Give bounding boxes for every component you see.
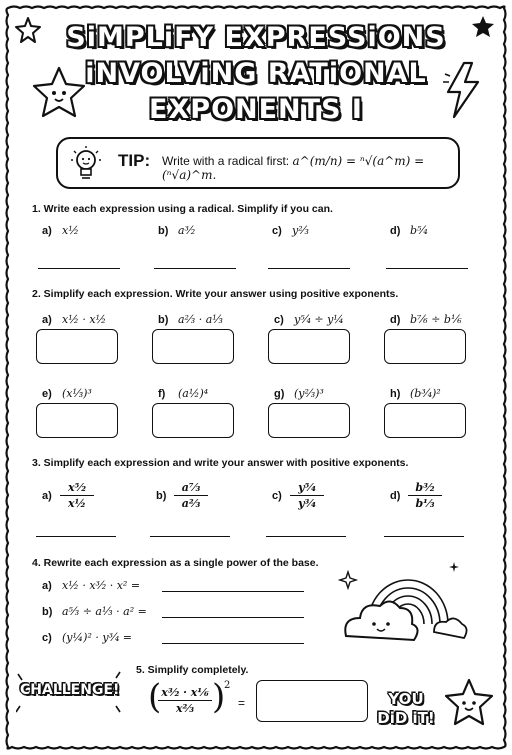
tip-box: [56, 137, 460, 189]
fraction: [290, 480, 324, 511]
item-label: b): [158, 314, 169, 326]
equals-sign: =: [238, 696, 246, 710]
tip-formula: a^(m/n) = ⁿ√(a^m) = (ⁿ√a)^m.: [162, 154, 425, 182]
tip-label: TIP:: [118, 151, 151, 170]
item-label: a): [42, 225, 52, 237]
item-label: c): [42, 632, 52, 644]
answer-box[interactable]: [36, 329, 118, 364]
answer-line[interactable]: [38, 268, 120, 269]
exponent: 2: [224, 680, 231, 691]
item-expression: (y¼)² · y³⁄₄ =: [62, 631, 132, 644]
challenge-badge: CHALLENGE!: [20, 682, 120, 698]
fraction-numerator: a⁷⁄₃: [174, 480, 208, 496]
item-label: d): [390, 314, 401, 326]
worksheet-title-line-3: EXPONENTS I: [149, 94, 363, 125]
item-expression: (y²⁄₃)³: [294, 387, 324, 400]
fraction-denominator: a²⁄₃: [181, 497, 201, 510]
left-parenthesis: (: [148, 677, 162, 717]
fraction-denominator: x²⁄₃: [175, 702, 195, 715]
item-expression: (a½)⁴: [178, 387, 209, 400]
worksheet-title-line-2: iNVOLViNG RATiONAL: [85, 58, 427, 89]
item-expression: a²⁄₃ · a⅓: [178, 313, 223, 326]
item-label: d): [390, 490, 401, 502]
item-label: f): [158, 388, 166, 400]
question-3-heading: 3. Simplify each expression and write your answer with positive exponents.: [32, 457, 409, 469]
answer-line[interactable]: [266, 536, 346, 537]
rainbow-cloud-illustration: [338, 552, 472, 652]
question-4-heading: 4. Rewrite each expression as a single power of the base.: [32, 557, 319, 569]
fraction-denominator: y³⁄₄: [298, 497, 316, 510]
item-label: d): [390, 225, 401, 237]
item-expression: a⁵⁄₃ ÷ a⅓ · a² =: [62, 605, 147, 618]
item-label: b): [158, 225, 169, 237]
question-2-heading: 2. Simplify each expression. Write your answer using positive exponents.: [32, 288, 399, 300]
item-label: e): [42, 388, 52, 400]
item-label: c): [272, 490, 282, 502]
item-expression: (x⅓)³: [62, 387, 92, 400]
item-label: a): [42, 314, 52, 326]
answer-box[interactable]: [36, 403, 118, 438]
item-label: b): [42, 606, 53, 618]
answer-line[interactable]: [150, 536, 230, 537]
answer-line[interactable]: [162, 591, 304, 592]
fraction-numerator: y⁵⁄₄: [290, 480, 324, 496]
answer-box[interactable]: [152, 329, 234, 364]
fraction: [174, 480, 208, 511]
worksheet-title-line-1: SiMPLiFY EXPRESSiONS: [66, 22, 446, 53]
answer-box-question-5[interactable]: [256, 680, 368, 722]
fraction-numerator: x³⁄₂ · x⅙: [158, 685, 212, 701]
tip-instruction: Write with a radical first:: [162, 154, 290, 168]
question-1-heading: 1. Write each expression using a radical. Simplify if you can.: [32, 203, 333, 215]
fraction-numerator: x⁵⁄₂: [60, 480, 94, 496]
item-expression: y⁵⁄₄ ÷ y¼: [294, 313, 344, 326]
fraction: [408, 480, 442, 511]
you-did-it-badge: [376, 690, 436, 728]
fraction: [60, 480, 94, 511]
item-label: c): [272, 225, 282, 237]
item-label: a): [42, 490, 52, 502]
item-expression: b⁵⁄₄: [410, 224, 428, 237]
item-label: c): [274, 314, 284, 326]
answer-box[interactable]: [384, 329, 466, 364]
smiling-star-icon-bottom: [440, 676, 498, 732]
fraction: [158, 685, 212, 716]
item-expression: b⁷⁄₆ ÷ b⅙: [410, 313, 462, 326]
fraction-denominator: b⅓: [415, 497, 435, 510]
item-label: b): [156, 490, 167, 502]
question-5-heading: 5. Simplify completely.: [136, 664, 249, 676]
item-label: h): [390, 388, 401, 400]
answer-line[interactable]: [154, 268, 236, 269]
answer-box[interactable]: [268, 329, 350, 364]
answer-line[interactable]: [386, 268, 468, 269]
item-expression: x½ · x³⁄₂ · x² =: [62, 579, 141, 592]
answer-line[interactable]: [384, 536, 464, 537]
you-did-it-line-2: DiD iT!: [377, 709, 435, 727]
answer-line[interactable]: [162, 617, 304, 618]
lightbulb-icon: [66, 143, 106, 183]
tip-text: [162, 154, 458, 182]
answer-line[interactable]: [162, 643, 304, 644]
item-expression: a³⁄₂: [178, 224, 196, 237]
item-expression: x½ · x½: [62, 313, 107, 326]
answer-line[interactable]: [36, 536, 116, 537]
answer-box[interactable]: [152, 403, 234, 438]
item-label: a): [42, 580, 52, 592]
answer-line[interactable]: [268, 268, 350, 269]
item-label: g): [274, 388, 285, 400]
item-expression: (b³⁄₄)²: [410, 387, 441, 400]
answer-box[interactable]: [268, 403, 350, 438]
answer-box[interactable]: [384, 403, 466, 438]
item-expression: x½: [62, 224, 79, 237]
fraction-numerator: b³⁄₂: [408, 480, 442, 496]
item-expression: y²⁄₃: [292, 224, 309, 237]
right-parenthesis: ): [212, 677, 226, 717]
fraction-denominator: x½: [67, 497, 87, 510]
you-did-it-line-1: YOU: [388, 690, 424, 708]
